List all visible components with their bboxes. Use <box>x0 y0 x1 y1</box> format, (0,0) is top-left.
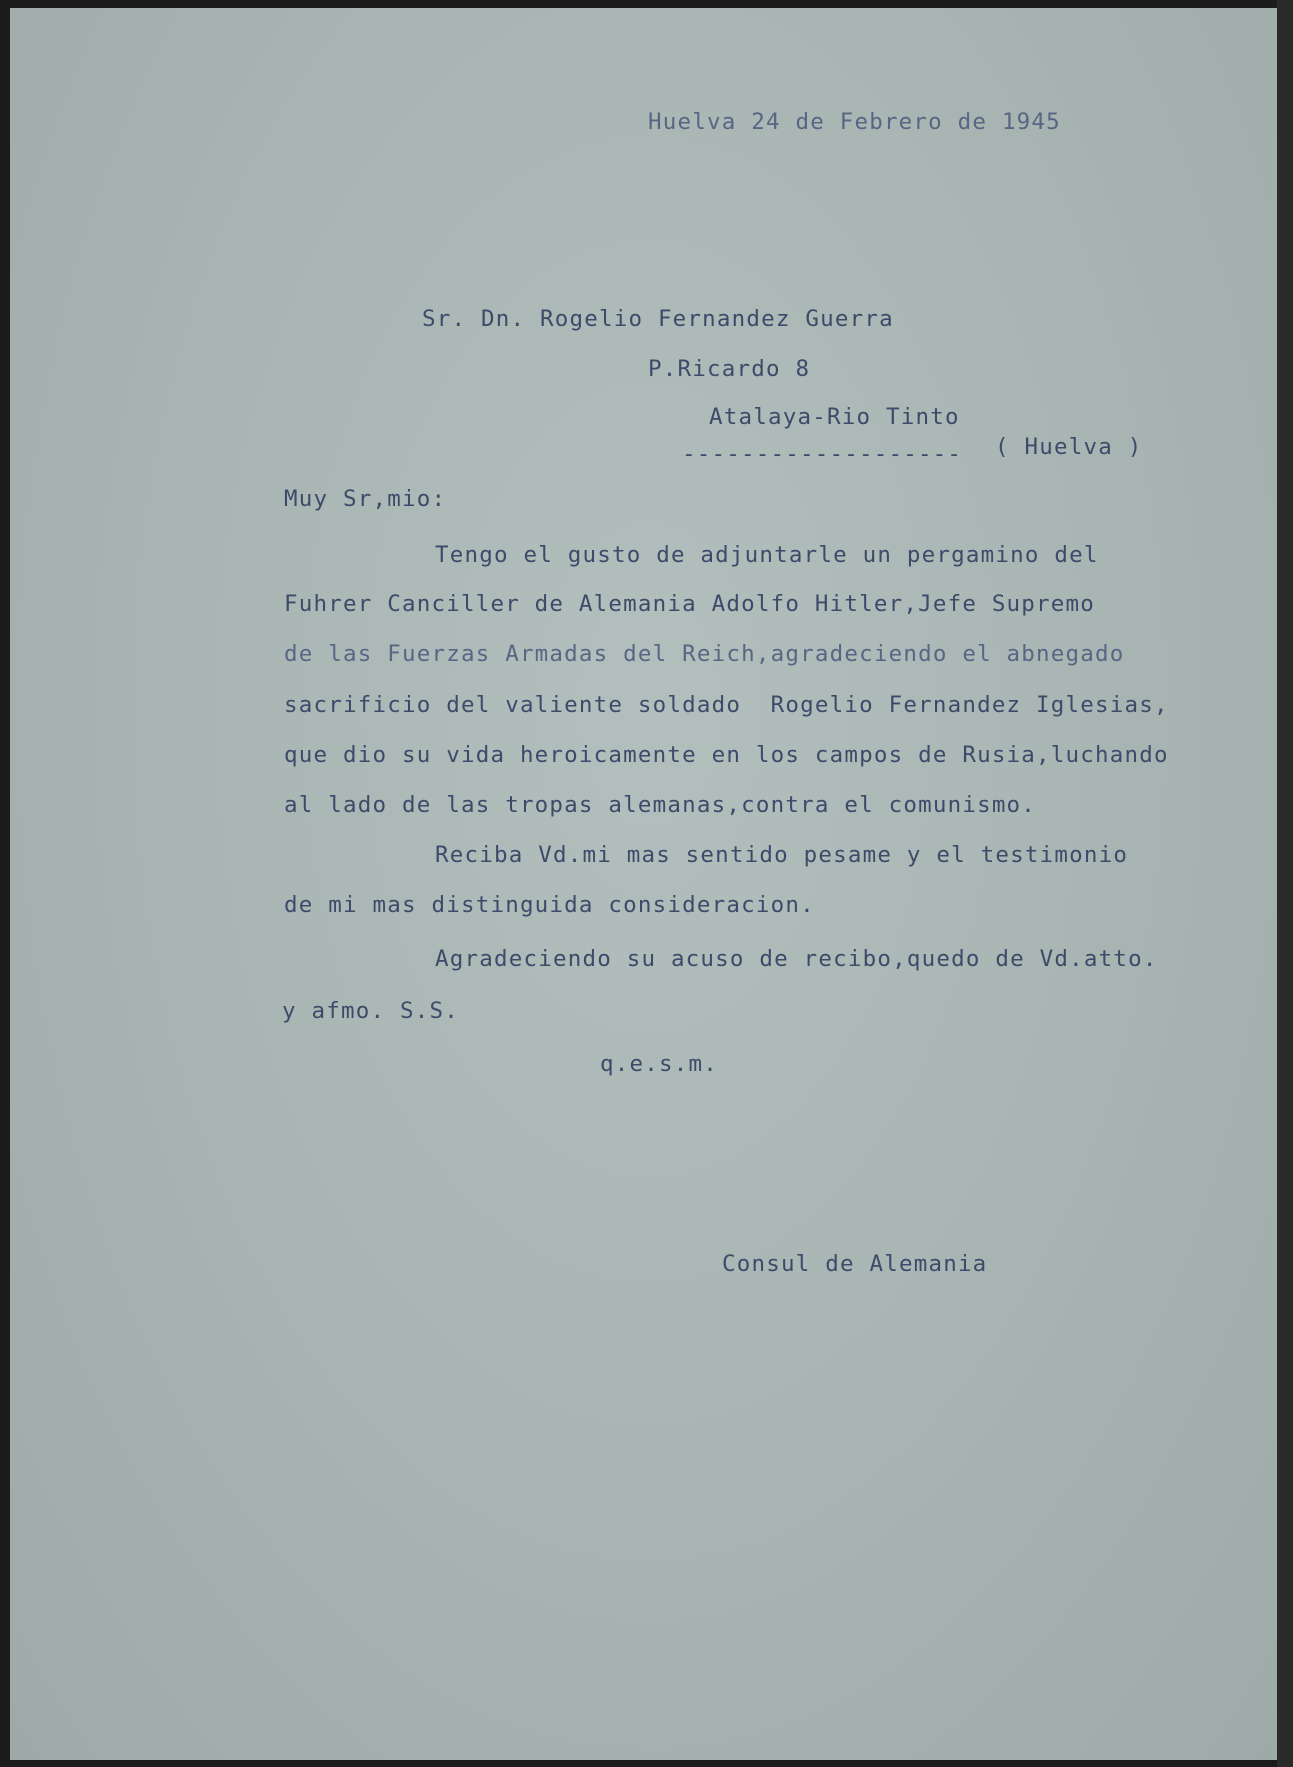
body-line: de las Fuerzas Armadas del Reich,agradeciendo el abnegado <box>284 641 1125 667</box>
recipient-underline: ------------------- <box>682 441 963 467</box>
body-line: que dio su vida heroicamente en los campos de Rusia,luchando <box>284 742 1169 768</box>
body-line: y afmo. S.S. <box>282 998 459 1024</box>
closing-abbreviation: q.e.s.m. <box>600 1051 718 1077</box>
recipient-town: Atalaya-Rio Tinto <box>709 404 960 430</box>
salutation: Muy Sr,mio: <box>284 486 447 512</box>
body-line: Tengo el gusto de adjuntarle un pergamino del <box>435 542 1099 568</box>
body-line: sacrificio del valiente soldado Rogelio Fernandez Iglesias, <box>284 692 1169 718</box>
body-line: Fuhrer Canciller de Alemania Adolfo Hitler,Jefe Supremo <box>284 591 1096 617</box>
letter-sheet <box>10 8 1288 1760</box>
recipient-province: ( Huelva ) <box>995 434 1143 460</box>
date-line: Huelva 24 de Febrero de 1945 <box>648 109 1061 135</box>
body-line: Reciba Vd.mi mas sentido pesame y el testimonio <box>435 842 1129 868</box>
signature-title: Consul de Alemania <box>722 1251 988 1277</box>
scan-edge <box>1277 0 1293 1767</box>
recipient-street: P.Ricardo 8 <box>648 356 811 382</box>
recipient-name: Sr. Dn. Rogelio Fernandez Guerra <box>422 306 894 332</box>
body-line: Agradeciendo su acuso de recibo,quedo de Vd.atto. <box>435 946 1158 972</box>
body-line: de mi mas distinguida consideracion. <box>284 892 815 918</box>
body-line: al lado de las tropas alemanas,contra el comunismo. <box>284 792 1037 818</box>
